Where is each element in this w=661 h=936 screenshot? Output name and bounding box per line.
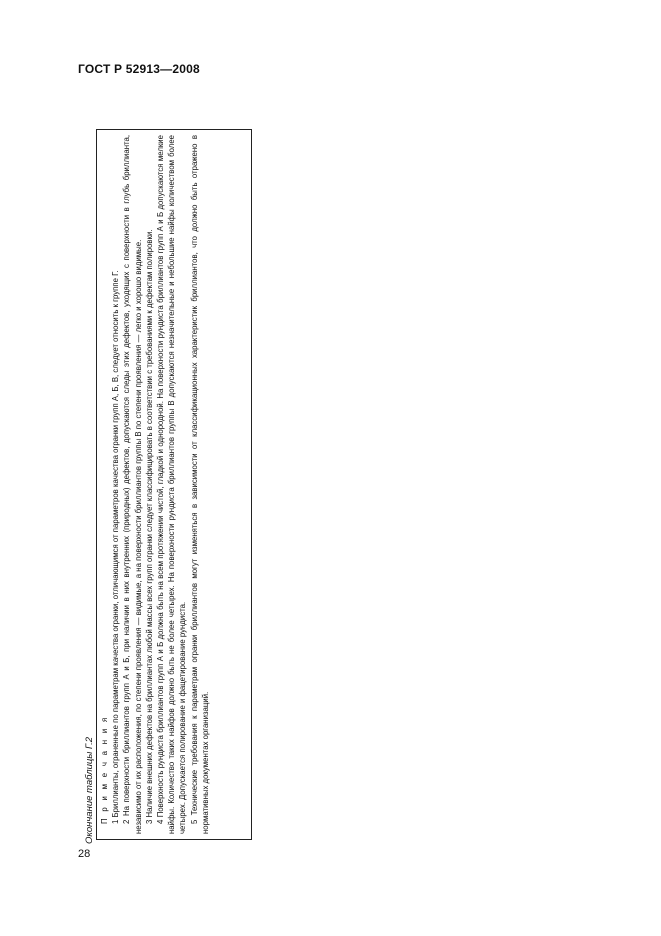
notes-table [96,129,252,840]
note-3: 3 Наличие внешних дефектов на бриллиантах любой массы всех групп огранки следует классифицировать в соответствии с требованиями к дефектам полировки. [144,229,154,824]
note-4: 4 Поверхность рундиста бриллиантов групп А и Б должна быть на всем протяжении чистой, гладкой и однородной. На поверхности рундиста бриллиантов групп А и Б допускаются мелкие найфы. Количество таких найфов должно быть не более четырех. На поверхности рундиста бриллиантов группы В допускаются незначительные и небольшие найфы количеством более четырех. Допускается полирование и фацетирование рундиста. [156,135,188,834]
table-caption: Окончание таблицы Г.2 [84,736,95,844]
note-2: 2 На поверхности бриллиантов групп А и Б, при наличии в них внутренних (природных) дефектов, допускаются следы этих дефектов, уходящих с поверхности в глубь бриллианта, независимо от их расположения, по степени проявления — видимые, а на поверхности бриллиантов группы В по степени проявления — легко и хорошо видимые. [122,135,143,834]
document-header: ГОСТ Р 52913—2008 [78,62,200,76]
rotated-table-section [84,129,252,844]
notes-title: П р и м е ч а н и я [100,715,109,824]
note-1: 1 Бриллианты, ограненные по параметрам качества огранки, отличающимся от параметров качества огранки групп А, Б, В, следует относить к группе Г. [111,270,121,824]
page-number: 28 [78,848,91,860]
note-5: 5 Технические требования к параметрам огранки бриллиантов могут изменяться в зависимости от классификационных характеристик бриллиантов, что должно быть отражено в нормативных документах организаций. [189,135,210,834]
